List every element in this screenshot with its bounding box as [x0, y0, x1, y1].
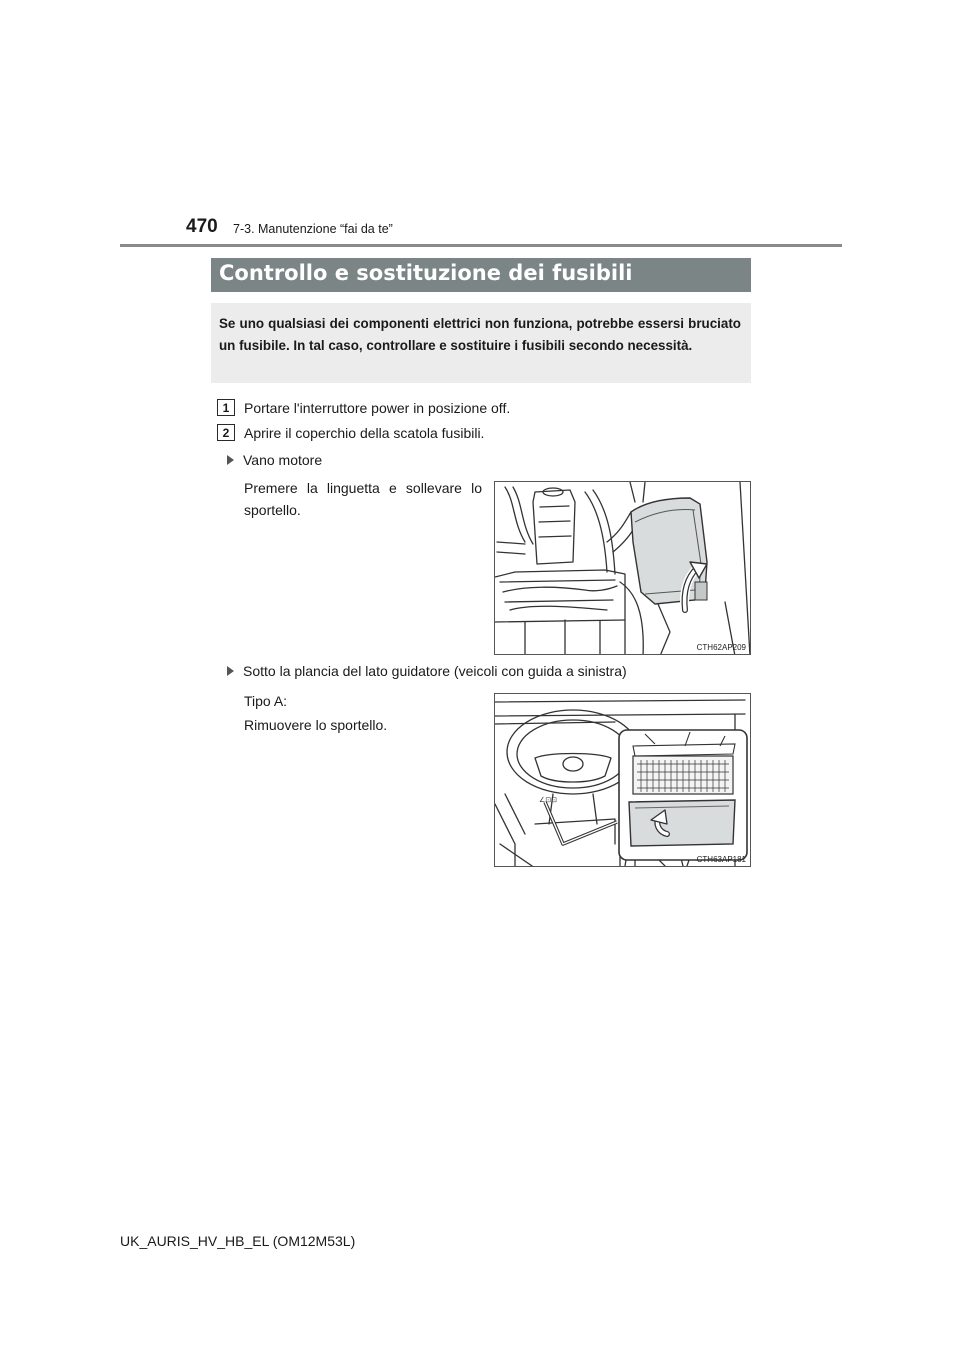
step-number: 1: [217, 399, 235, 416]
heading-bar: [211, 258, 751, 292]
intro-box: [211, 303, 751, 383]
step-number: 2: [217, 424, 235, 441]
bullet-text: Sotto la plancia del lato guidatore (veicoli con guida a sinistra): [243, 663, 627, 679]
footer-doc-id: UK_AURIS_HV_HB_EL (OM12M53L): [120, 1233, 356, 1249]
figure-code: CTH63AP181: [696, 855, 746, 864]
page-number: 470: [186, 216, 218, 237]
page-heading: Controllo e sostituzione dei fusibili: [219, 261, 633, 285]
dashboard-instruction: Rimuovere lo sportello.: [244, 717, 388, 733]
figure-engine-fuse-box: [494, 481, 751, 655]
step-text: Portare l'interruttore power in posizione off.: [244, 400, 511, 416]
section-title: 7-3. Manutenzione “fai da te”: [233, 222, 393, 236]
dashboard-illustration: [495, 694, 751, 867]
figure-code: CTH62AP209: [696, 643, 746, 652]
intro-text: Se uno qualsiasi dei componenti elettrici non funziona, potrebbe essersi bruciato un fusibile. In tal caso, controllare e sostituire i fusibili secondo necessità.: [219, 316, 741, 353]
triangle-bullet-icon: [227, 666, 234, 676]
engine-instruction: Premere la linguetta e sollevare lo sportello.: [244, 480, 482, 518]
bullet-under-dashboard: [227, 663, 627, 679]
svg-text:∠⊡⊡: ∠⊡⊡: [539, 797, 558, 804]
figure-dashboard-fuse-box: [494, 693, 751, 867]
type-label: Tipo A:: [244, 693, 288, 709]
bullet-text: Vano motore: [243, 452, 323, 468]
step-text: Aprire il coperchio della scatola fusibili.: [244, 425, 485, 441]
engine-compartment-illustration: [495, 482, 751, 655]
bullet-engine-compartment: [227, 452, 322, 468]
header-rule: [120, 244, 842, 247]
triangle-bullet-icon: [227, 455, 234, 465]
